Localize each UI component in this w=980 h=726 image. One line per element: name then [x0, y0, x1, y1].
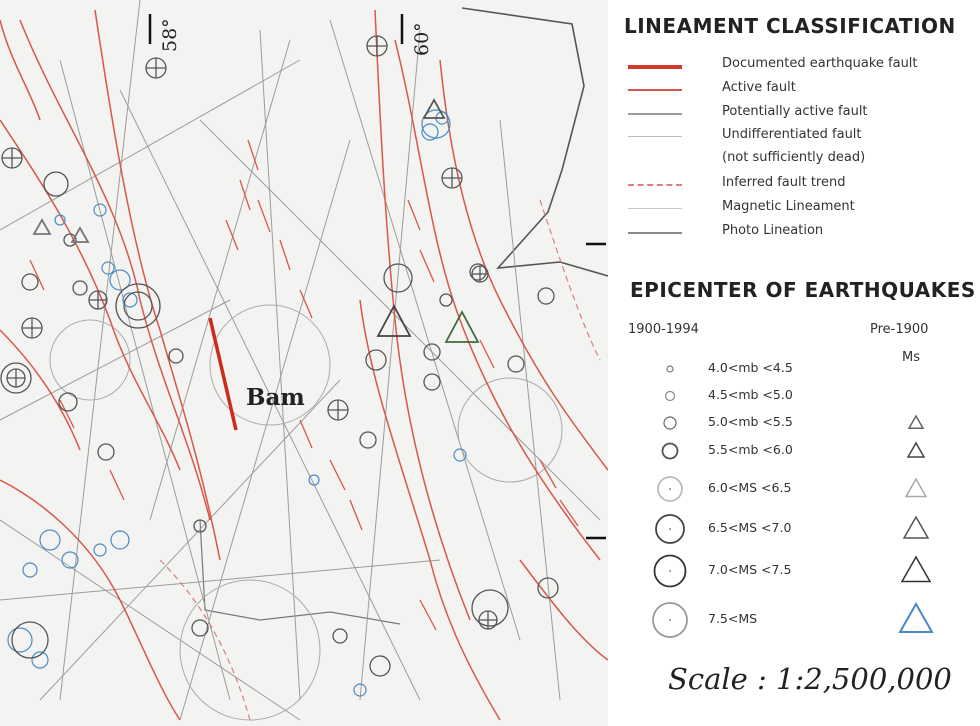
longitude-label-60: 60° [411, 22, 433, 56]
epicenter-magnitude-label: 5.0<mb <5.5 [708, 414, 793, 429]
epicenter-center-dot [669, 488, 671, 490]
pre-1900-triangle-symbol [906, 479, 926, 497]
lineament-label: Inferred fault trend [722, 175, 846, 190]
epicenter-magnitude-label: 6.0<MS <6.5 [708, 480, 792, 495]
pre-1900-triangle-symbol [900, 604, 932, 632]
lineament-swatch [628, 184, 682, 186]
lineament-swatch [628, 208, 682, 209]
column-pre-1900: Pre-1900 [870, 322, 929, 337]
epicenter-magnitude-label: 6.5<MS <7.0 [708, 520, 792, 535]
epicenter-circle-symbol [664, 417, 676, 429]
scale-label: Scale : 1:2,500,000 [668, 662, 952, 696]
large-epicenter-circles [50, 305, 562, 720]
column-1900-1994: 1900-1994 [628, 322, 699, 337]
lineament-label: Undifferentiated fault [722, 127, 862, 142]
epicenter-center-dot [669, 528, 671, 530]
epicenter-magnitude-label: 4.0<mb <4.5 [708, 360, 793, 375]
epicenter-center-dot [669, 570, 671, 572]
lineament-swatch [628, 113, 682, 115]
lineament-label: Documented earthquake fault [722, 56, 918, 71]
pre-1900-triangle-symbol [909, 416, 923, 428]
active-faults [0, 10, 608, 720]
lineament-swatch [628, 65, 682, 69]
lineament-label: Active fault [722, 80, 796, 95]
epicenter-magnitude-label: 5.5<mb <6.0 [708, 442, 793, 457]
pre-1900-triangle-symbol [908, 443, 924, 457]
bam-earthquake-fault [210, 318, 236, 430]
lineament-label: Potentially active fault [722, 104, 868, 119]
lineament-swatch [628, 89, 682, 91]
pre-1900-triangles [34, 100, 478, 342]
province-border-lower [200, 520, 400, 624]
lineament-classification-title: LINEAMENT CLASSIFICATION [624, 14, 956, 38]
epicenter-circle-symbol [666, 392, 675, 401]
pre-1900-triangle-symbol [902, 557, 930, 582]
province-border [462, 8, 608, 276]
lineament-label: Photo Lineation [722, 223, 824, 238]
lineament-label: (not sufficiently dead) [722, 150, 866, 165]
epicenter-circle-symbol [663, 444, 678, 459]
epicenter-circle-symbol [667, 366, 673, 372]
lineament-swatch [628, 232, 682, 234]
inferred-fault-trends [160, 200, 600, 720]
epicenter-magnitude-label: 7.0<MS <7.5 [708, 562, 792, 577]
epicenter-magnitude-label: 7.5<MS [708, 611, 758, 626]
column-pre-1900-ms: Ms [902, 350, 920, 365]
epicenter-legend-symbols [608, 350, 980, 690]
epicenter-magnitude-label: 4.5<mb <5.0 [708, 387, 793, 402]
longitude-label-58: 58° [159, 18, 181, 52]
epicenter-title: EPICENTER OF EARTHQUAKES [630, 278, 976, 302]
legend-panel [608, 0, 980, 726]
lineament-label: Magnetic Lineament [722, 199, 855, 214]
city-label-bam: Bam [246, 384, 305, 411]
epicenter-center-dot [669, 619, 671, 621]
pre-1900-triangle-symbol [904, 517, 928, 538]
lineament-swatch [628, 136, 682, 137]
crossed-epicenter-circles [2, 36, 497, 629]
